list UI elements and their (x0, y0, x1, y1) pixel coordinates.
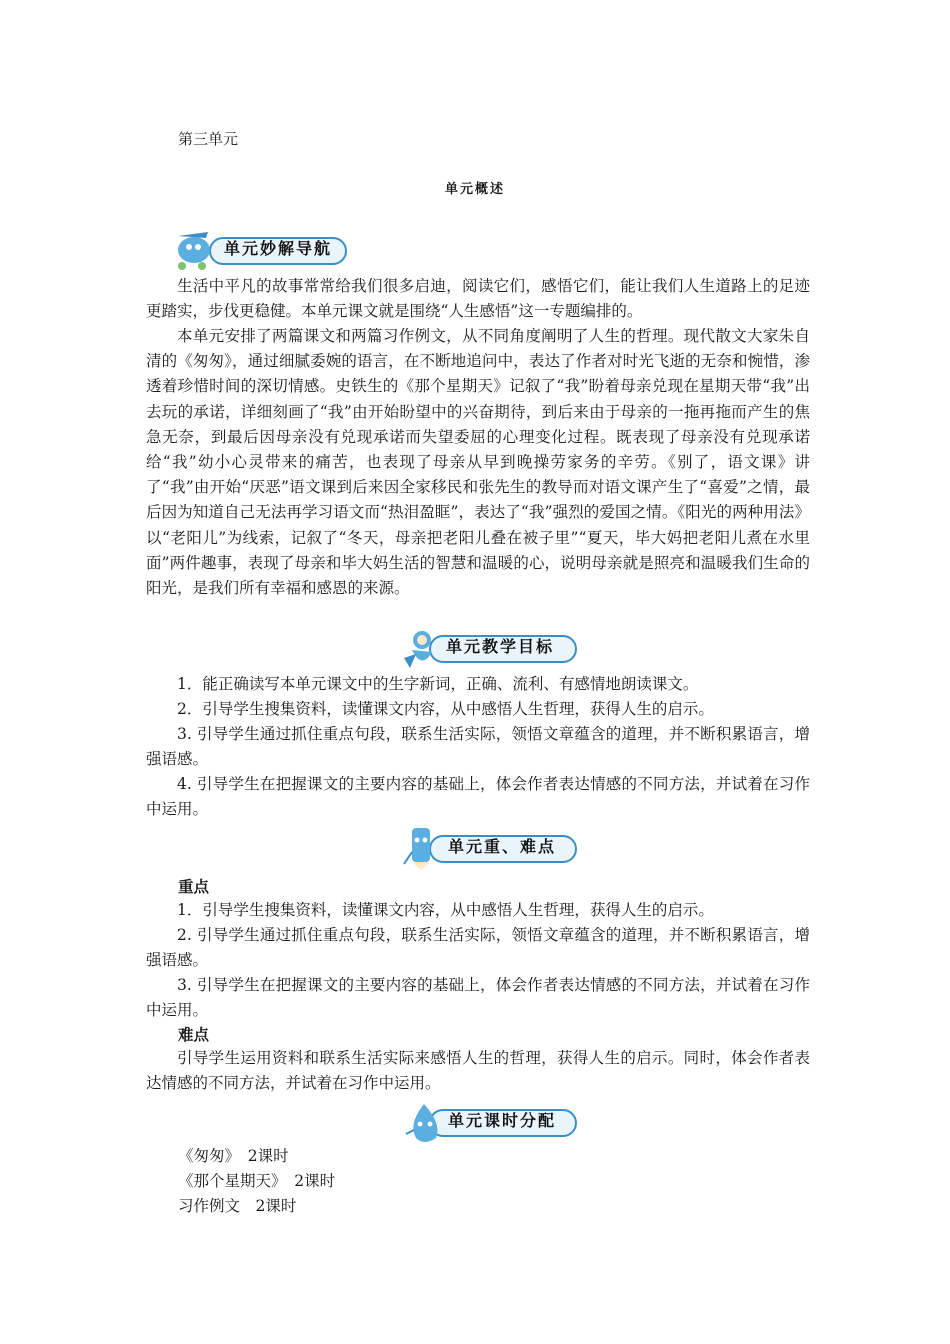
schedule-row-2: 《那个星期天》 2课时 (178, 1172, 336, 1190)
goals-banner (402, 628, 582, 672)
difficult-label: 难点 (178, 1025, 210, 1044)
key-points-banner (402, 824, 582, 870)
key-item-1: 1．引导学生搜集资料，读懂课文内容，从中感悟人生哲理，获得人生的启示。 (177, 901, 714, 919)
goal-item-1: 1．能正确读写本单元课文中的生字新词，正确、流利、有感情地朗读课文。 (177, 675, 699, 693)
goals-heading: 单元教学目标 (446, 637, 555, 656)
schedule-banner (402, 1100, 582, 1146)
goal-item-4: 4. 引导学生在把握课文的主要内容的基础上，体会作者表达情感的不同方法，并试着在习作中运用。 (146, 775, 810, 819)
goal-item-3: 3. 引导学生通过抓住重点句段，联系生活实际，领悟文章蕴含的道理，并不断积累语言，增强语感。 (146, 725, 810, 769)
guide-heading: 单元妙解导航 (224, 239, 333, 258)
schedule-row-3: 习作例文 2课时 (178, 1197, 297, 1215)
guide-paragraph-1: 生活中平凡的故事常常给我们很多启迪，阅读它们，感悟它们，能让我们人生道路上的足迹更踏实，步伐更稳健。本单元课文就是围绕“人生感悟”这一专题编排的。 (146, 277, 810, 321)
goal-item-2: 2．引导学生搜集资料，读懂课文内容，从中感悟人生哲理，获得人生的启示。 (177, 700, 714, 718)
key-item-2: 2. 引导学生通过抓住重点句段，联系生活实际，领悟文章蕴含的道理，并不断积累语言，增强语感。 (146, 926, 810, 970)
key-label: 重点 (178, 877, 210, 896)
guide-paragraph-2: 本单元安排了两篇课文和两篇习作例文，从不同角度阐明了人生的哲理。现代散文大家朱自清的《匆匆》，通过细腻委婉的语言，在不断地追问中，表达了作者对时光飞逝的无奈和惋惜，渗透着珍惜时间的深切情感。史铁生的《那个星期天》记叙了“我”盼着母亲兑现在星期天带“我”出去玩的承诺，详细刻画了“我”由开始盼望中的兴奋期待，到后来由于母亲的一拖再拖而产生的焦急无奈，到最后因母亲没有兑现承诺而失望委屈的心理变化过程。既表现了母亲没有兑现承诺给“我”幼小心灵带来的痛苦，也表现了母亲从早到晚操劳家务的辛劳。《别了，语文课》讲了“我”由开始“厌恶”语文课到后来因全家移民和张先生的教导而对语文课产生了“喜爱”之情，最后因为知道自己无法再学习语文而“热泪盈眶”，表达了“我”强烈的爱国之情。《阳光的两种用法》以“老阳儿”为线索，记叙了“冬天，母亲把老阳儿叠在被子里”“夏天，毕大妈把老阳儿煮在水里面”两件趣事，表现了母亲和毕大妈生活的智慧和温暖的心，说明母亲就是照亮和温暖我们生命的阳光，是我们所有幸福和感恩的来源。 (146, 327, 810, 598)
key-points-heading: 单元重、难点 (448, 837, 557, 856)
schedule-heading: 单元课时分配 (448, 1111, 557, 1130)
unit-label: 第三单元 (178, 130, 239, 148)
guide-banner (172, 228, 352, 272)
difficult-text: 引导学生运用资料和联系生活实际来感悟人生的哲理，获得人生的启示。同时，体会作者表达情感的不同方法，并试着在习作中运用。 (146, 1049, 810, 1093)
document-title: 单元概述 (444, 182, 505, 197)
schedule-row-1: 《匆匆》 2课时 (178, 1147, 289, 1165)
key-item-3: 3. 引导学生在把握课文的主要内容的基础上，体会作者表达情感的不同方法，并试着在习作中运用。 (146, 976, 810, 1020)
